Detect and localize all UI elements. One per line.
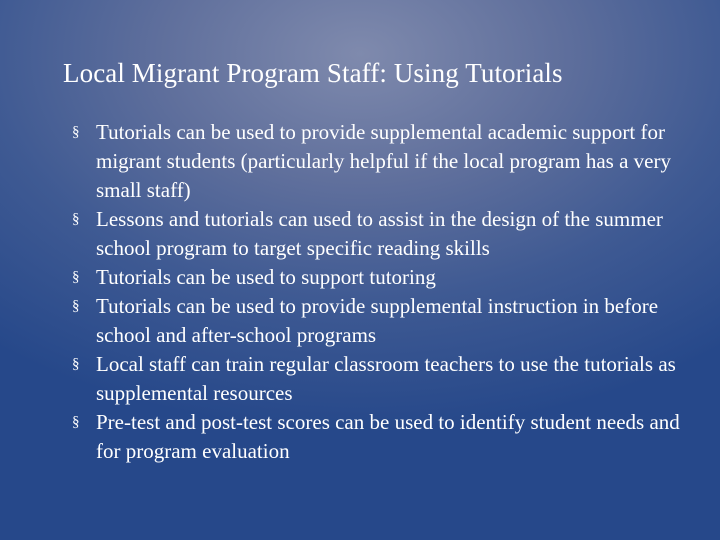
bullet-text: Tutorials can be used to provide supplemental academic support for migrant students (particularly helpful if the local program has a very small staff) [96,120,671,202]
bullet-text: Lessons and tutorials can used to assist in the design of the summer school program to target specific reading skills [96,207,663,260]
bullet-text: Pre-test and post-test scores can be used to identify student needs and for program evaluation [96,410,680,463]
bullet-item [72,350,682,408]
bullet-item [72,263,682,292]
bullet-icon: § [72,298,80,314]
bullet-icon: § [72,414,80,430]
bullet-text: Tutorials can be used to provide supplemental instruction in before school and after-school programs [96,294,659,347]
bullet-icon: § [72,211,80,227]
bullet-item [72,118,682,205]
bullet-icon: § [72,356,80,372]
bullet-item [72,205,682,263]
bullet-icon: § [72,124,80,140]
slide-title: Local Migrant Program Staff: Using Tutorials [63,58,563,88]
bullet-text: Tutorials can be used to support tutoring [96,265,436,289]
bullet-text: Local staff can train regular classroom teachers to use the tutorials as supplemental resources [96,352,676,405]
bullet-list [72,118,682,466]
bullet-item [72,408,682,466]
bullet-icon: § [72,269,80,285]
bullet-item [72,292,682,350]
